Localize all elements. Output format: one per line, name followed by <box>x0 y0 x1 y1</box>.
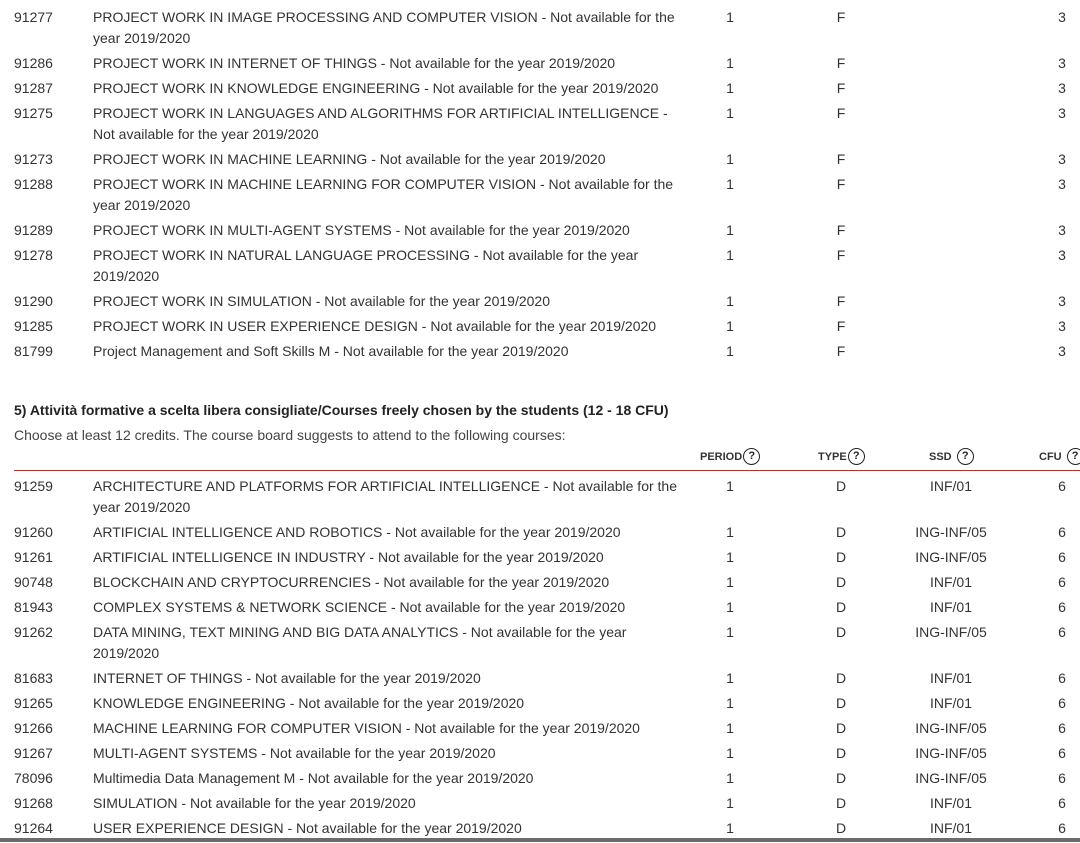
course-type: F <box>836 105 846 121</box>
table-row <box>0 149 1080 174</box>
course-cfu: 6 <box>1058 624 1066 640</box>
course-code: 91259 <box>14 478 53 494</box>
free-choice-courses-table <box>0 476 1080 843</box>
course-code: 91264 <box>14 820 53 836</box>
table-row <box>0 53 1080 78</box>
table-row <box>0 597 1080 622</box>
course-cfu: 3 <box>1058 151 1066 167</box>
table-row <box>0 78 1080 103</box>
course-code: 81799 <box>14 343 53 359</box>
course-cfu: 3 <box>1058 293 1066 309</box>
course-code: 91268 <box>14 795 53 811</box>
course-code: 91273 <box>14 151 53 167</box>
table-row <box>0 693 1080 718</box>
course-code: 91285 <box>14 318 53 334</box>
course-cfu: 6 <box>1058 478 1066 494</box>
course-title-link[interactable]: KNOWLEDGE ENGINEERING - Not available for the year 2019/2020 <box>93 695 525 711</box>
course-ssd: INF/01 <box>929 574 972 590</box>
course-title-link[interactable]: PROJECT WORK IN SIMULATION - Not available for the year 2019/2020 <box>93 293 550 309</box>
course-type: F <box>836 318 846 334</box>
course-title-link[interactable]: MULTI-AGENT SYSTEMS - Not available for the year 2019/2020 <box>93 745 496 761</box>
course-code: 91278 <box>14 247 53 263</box>
course-period: 1 <box>726 478 734 494</box>
course-cfu: 3 <box>1058 247 1066 263</box>
table-row <box>0 291 1080 316</box>
course-title-link[interactable]: PROJECT WORK IN INTERNET OF THINGS - Not available for the year 2019/2020 <box>93 55 616 71</box>
course-type: F <box>836 80 846 96</box>
course-type: F <box>836 293 846 309</box>
course-type: F <box>836 222 846 238</box>
course-period: 1 <box>726 820 734 836</box>
course-cfu: 6 <box>1058 524 1066 540</box>
course-ssd: INF/01 <box>929 599 972 615</box>
course-title-link[interactable]: COMPLEX SYSTEMS & NETWORK SCIENCE - Not available for the year 2019/2020 <box>93 599 626 615</box>
course-title-link[interactable]: PROJECT WORK IN MACHINE LEARNING FOR COMPUTER VISION - Not available for the year 2019/2020 <box>93 176 674 213</box>
course-code: 91287 <box>14 80 53 96</box>
section-5-header <box>14 400 1080 445</box>
course-title-link[interactable]: ARTIFICIAL INTELLIGENCE AND ROBOTICS - Not available for the year 2019/2020 <box>93 524 621 540</box>
table-row <box>0 572 1080 597</box>
column-header-cfu-label: CFU <box>1039 450 1062 463</box>
course-cfu: 3 <box>1058 343 1066 359</box>
course-title-link[interactable]: PROJECT WORK IN LANGUAGES AND ALGORITHMS FOR ARTIFICIAL INTELLIGENCE - Not available for the year 2019/2020 <box>93 105 668 142</box>
help-icon[interactable]: ? <box>1067 448 1080 465</box>
course-type: D <box>835 720 847 736</box>
header-divider <box>14 470 1080 471</box>
course-type: F <box>836 9 846 25</box>
table-row <box>0 522 1080 547</box>
course-period: 1 <box>726 599 734 615</box>
course-title-link[interactable]: PROJECT WORK IN NATURAL LANGUAGE PROCESSING - Not available for the year 2019/2020 <box>93 247 639 284</box>
table-row <box>0 245 1080 291</box>
course-cfu: 3 <box>1058 9 1066 25</box>
course-period: 1 <box>726 55 734 71</box>
course-title-link[interactable]: INTERNET OF THINGS - Not available for the year 2019/2020 <box>93 670 481 686</box>
course-code: 81683 <box>14 670 53 686</box>
course-title-link[interactable]: MACHINE LEARNING FOR COMPUTER VISION - Not available for the year 2019/2020 <box>93 720 640 736</box>
course-title-link[interactable]: PROJECT WORK IN MACHINE LEARNING - Not available for the year 2019/2020 <box>93 151 606 167</box>
course-code: 91260 <box>14 524 53 540</box>
help-icon[interactable]: ? <box>743 448 760 465</box>
course-title-link[interactable]: SIMULATION - Not available for the year 2019/2020 <box>93 795 416 811</box>
course-title-link[interactable]: Project Management and Soft Skills M - Not available for the year 2019/2020 <box>93 343 569 359</box>
table-row <box>0 743 1080 768</box>
table-row <box>0 768 1080 793</box>
course-title-link[interactable]: Multimedia Data Management M - Not available for the year 2019/2020 <box>93 770 534 786</box>
course-code: 91261 <box>14 549 53 565</box>
course-code: 91286 <box>14 55 53 71</box>
course-ssd: ING-INF/05 <box>915 720 987 736</box>
section-title: 5) Attività formative a scelta libera consigliate/Courses freely chosen by the students (12 - 18 CFU) <box>14 402 669 418</box>
table-row <box>0 668 1080 693</box>
table-row <box>0 547 1080 572</box>
course-period: 1 <box>726 105 734 121</box>
course-cfu: 6 <box>1058 820 1066 836</box>
table-row <box>0 476 1080 522</box>
course-type: F <box>836 151 846 167</box>
table-row <box>0 622 1080 668</box>
column-header-type-label: TYPE <box>818 450 847 463</box>
table-row <box>0 793 1080 818</box>
course-cfu: 3 <box>1058 80 1066 96</box>
table-row <box>0 341 1080 366</box>
course-cfu: 3 <box>1058 176 1066 192</box>
course-period: 1 <box>726 549 734 565</box>
course-type: D <box>835 670 847 686</box>
course-period: 1 <box>726 9 734 25</box>
course-type: D <box>835 745 847 761</box>
course-type: F <box>836 55 846 71</box>
course-title-link[interactable]: ARTIFICIAL INTELLIGENCE IN INDUSTRY - Not available for the year 2019/2020 <box>93 549 604 565</box>
course-code: 91289 <box>14 222 53 238</box>
column-header-ssd <box>929 448 974 465</box>
column-header-ssd-label: SSD <box>929 450 952 463</box>
course-code: 91262 <box>14 624 53 640</box>
course-ssd: INF/01 <box>929 478 972 494</box>
column-header-period-label: PERIOD <box>700 450 743 463</box>
course-type: F <box>836 343 846 359</box>
course-code: 90748 <box>14 574 53 590</box>
course-type: D <box>835 574 847 590</box>
course-code: 91266 <box>14 720 53 736</box>
table-row <box>0 7 1080 53</box>
column-header-period <box>700 448 760 465</box>
course-title-link[interactable]: BLOCKCHAIN AND CRYPTOCURRENCIES - Not available for the year 2019/2020 <box>93 574 610 590</box>
course-code: 91277 <box>14 9 53 25</box>
course-cfu: 3 <box>1058 105 1066 121</box>
table-row <box>0 220 1080 245</box>
course-period: 1 <box>726 720 734 736</box>
section-description: Choose at least 12 credits. The course board suggests to attend to the following courses: <box>14 427 566 443</box>
table-row <box>0 174 1080 220</box>
course-cfu: 6 <box>1058 670 1066 686</box>
course-ssd: ING-INF/05 <box>915 770 987 786</box>
course-code: 91267 <box>14 745 53 761</box>
course-period: 1 <box>726 151 734 167</box>
course-code: 91288 <box>14 176 53 192</box>
project-work-table <box>0 7 1080 366</box>
course-type: D <box>835 624 847 640</box>
course-title-link[interactable]: ARCHITECTURE AND PLATFORMS FOR ARTIFICIAL INTELLIGENCE - Not available for the year 2019/2020 <box>93 478 677 515</box>
help-icon[interactable]: ? <box>848 448 865 465</box>
course-ssd: INF/01 <box>929 795 972 811</box>
course-period: 1 <box>726 670 734 686</box>
course-period: 1 <box>726 176 734 192</box>
course-cfu: 6 <box>1058 695 1066 711</box>
course-ssd: INF/01 <box>929 820 972 836</box>
course-title-link[interactable]: USER EXPERIENCE DESIGN - Not available for the year 2019/2020 <box>93 820 522 836</box>
course-code: 78096 <box>14 770 53 786</box>
course-ssd: ING-INF/05 <box>915 624 987 640</box>
course-type: F <box>836 247 846 263</box>
course-period: 1 <box>726 524 734 540</box>
table-row <box>0 718 1080 743</box>
course-cfu: 3 <box>1058 222 1066 238</box>
course-code: 81943 <box>14 599 53 615</box>
course-cfu: 6 <box>1058 720 1066 736</box>
course-title-link[interactable]: PROJECT WORK IN KNOWLEDGE ENGINEERING - Not available for the year 2019/2020 <box>93 80 659 96</box>
course-type: F <box>836 176 846 192</box>
course-period: 1 <box>726 695 734 711</box>
course-period: 1 <box>726 247 734 263</box>
course-ssd: INF/01 <box>929 670 972 686</box>
course-type: D <box>835 524 847 540</box>
course-type: D <box>835 549 847 565</box>
course-period: 1 <box>726 293 734 309</box>
course-type: D <box>835 770 847 786</box>
course-code: 91265 <box>14 695 53 711</box>
course-cfu: 6 <box>1058 770 1066 786</box>
course-ssd: ING-INF/05 <box>915 745 987 761</box>
course-period: 1 <box>726 318 734 334</box>
course-period: 1 <box>726 80 734 96</box>
course-type: D <box>835 599 847 615</box>
table-row <box>0 103 1080 149</box>
course-title-link[interactable]: DATA MINING, TEXT MINING AND BIG DATA ANALYTICS - Not available for the year 2019/2020 <box>93 624 627 661</box>
course-code: 91275 <box>14 105 53 121</box>
column-header-cfu <box>1039 448 1080 465</box>
course-period: 1 <box>726 624 734 640</box>
course-period: 1 <box>726 770 734 786</box>
course-type: D <box>835 820 847 836</box>
course-cfu: 6 <box>1058 599 1066 615</box>
course-cfu: 6 <box>1058 795 1066 811</box>
course-title-link[interactable]: PROJECT WORK IN IMAGE PROCESSING AND COMPUTER VISION - Not available for the year 2019/2020 <box>93 9 675 46</box>
course-type: D <box>835 795 847 811</box>
course-cfu: 3 <box>1058 55 1066 71</box>
course-cfu: 6 <box>1058 574 1066 590</box>
course-cfu: 6 <box>1058 745 1066 761</box>
course-ssd: ING-INF/05 <box>915 524 987 540</box>
column-header-type <box>818 448 865 465</box>
course-period: 1 <box>726 343 734 359</box>
course-period: 1 <box>726 795 734 811</box>
course-title-link[interactable]: PROJECT WORK IN USER EXPERIENCE DESIGN - Not available for the year 2019/2020 <box>93 318 657 334</box>
table-row <box>0 316 1080 341</box>
course-cfu: 6 <box>1058 549 1066 565</box>
course-ssd: INF/01 <box>929 695 972 711</box>
help-icon[interactable]: ? <box>957 448 974 465</box>
course-cfu: 3 <box>1058 318 1066 334</box>
course-code: 91290 <box>14 293 53 309</box>
course-period: 1 <box>726 222 734 238</box>
course-type: D <box>835 695 847 711</box>
table-header <box>0 448 1080 472</box>
course-type: D <box>835 478 847 494</box>
course-title-link[interactable]: PROJECT WORK IN MULTI-AGENT SYSTEMS - Not available for the year 2019/2020 <box>93 222 630 238</box>
course-period: 1 <box>726 574 734 590</box>
horizontal-scrollbar[interactable] <box>0 838 1080 842</box>
course-period: 1 <box>726 745 734 761</box>
course-ssd: ING-INF/05 <box>915 549 987 565</box>
